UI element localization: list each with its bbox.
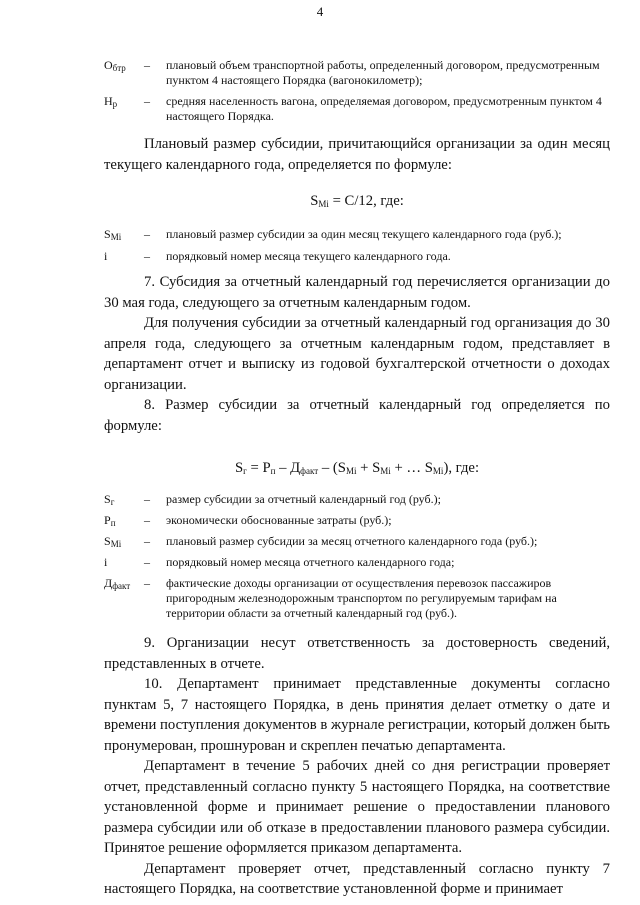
definition-symbol: S bbox=[104, 492, 111, 506]
definition-subscript: факт bbox=[112, 581, 131, 591]
definition-dash: – bbox=[144, 94, 150, 108]
definition-subscript: п bbox=[110, 518, 116, 528]
page-content bbox=[104, 58, 610, 900]
paragraph-monthly-subsidy: Плановый размер субсидии, причитающийся организации за один месяц текущего календарного года, определяется по формуле: bbox=[104, 136, 610, 173]
definitions-top bbox=[104, 58, 610, 124]
definition-dash: – bbox=[144, 534, 150, 548]
paragraph-10-review: Департамент в течение 5 рабочих дней со дня регистрации проверяет отчет, представленный согласно пункту 5 настоящего Порядка, на соответствие установленной форме и принимает решение о предоставлении планового размера субсидии или об отказе в предоставлении планового размера субсидии. Принятое решение оформляется приказом департамента. bbox=[104, 758, 610, 856]
definition-text: порядковый номер месяца текущего календарного года. bbox=[166, 249, 451, 263]
page-number: 4 bbox=[316, 4, 324, 19]
definition-item bbox=[104, 58, 610, 88]
definition-subscript: Mi bbox=[110, 539, 122, 549]
definition-item bbox=[104, 227, 610, 242]
definition-item bbox=[104, 492, 610, 507]
definition-symbol: S bbox=[104, 227, 111, 241]
definition-subscript: г bbox=[110, 497, 115, 507]
definition-dash: – bbox=[144, 513, 150, 527]
definition-text: средняя населенность вагона, определяемая договором, предусмотренным пунктом 4 настоящего Порядка. bbox=[166, 94, 602, 123]
definitions-bottom bbox=[104, 492, 610, 621]
definition-text: плановый размер субсидии за один месяц текущего календарного года (руб.); bbox=[166, 227, 562, 241]
definition-text: плановый объем транспортной работы, определенный договором, предусмотренным пунктом 4 настоящего Порядка (вагонокилометр); bbox=[166, 58, 600, 87]
definition-subscript: бтр bbox=[112, 63, 126, 73]
definition-item bbox=[104, 555, 610, 570]
definition-text: размер субсидии за отчетный календарный год (руб.); bbox=[166, 492, 441, 506]
definition-text: порядковый номер месяца отчетного календарного года; bbox=[166, 555, 455, 569]
definition-dash: – bbox=[144, 555, 150, 569]
definitions-middle bbox=[104, 227, 610, 264]
definition-item bbox=[104, 534, 610, 549]
definition-symbol: S bbox=[104, 534, 111, 548]
paragraph-9: 9. Организации несут ответственность за достоверность сведений, представленных в отчете. bbox=[104, 635, 610, 672]
definition-item bbox=[104, 576, 610, 621]
paragraph-10-annual-review: Департамент проверяет отчет, представленный согласно пункту 7 настоящего Порядка, на соответствие установленной форме и принимает bbox=[104, 860, 610, 897]
definition-dash: – bbox=[144, 227, 150, 241]
definition-symbol: i bbox=[104, 555, 108, 569]
definition-item bbox=[104, 249, 610, 264]
formula-annual: $S_г = Р_п - Д_{факт} - (S_{Mi} + S_{Mi}$ + … $S_{Mi}$), где: bbox=[234, 460, 480, 476]
paragraph-8: 8. Размер субсидии за отчетный календарный год определяется по формуле: bbox=[104, 397, 610, 434]
definition-symbol: Н bbox=[104, 94, 113, 108]
definition-dash: – bbox=[144, 492, 150, 506]
definition-item bbox=[104, 94, 610, 124]
paragraph-7: 7. Субсидия за отчетный календарный год перечисляется организации до 30 мая года, следующего за отчетным календарным годом. bbox=[104, 274, 610, 311]
definition-dash: – bbox=[144, 249, 150, 263]
paragraph-7-continued: Для получения субсидии за отчетный календарный год организация до 30 апреля года, следующего за отчетным календарным годом, представляет в департамент отчет и выписку из годовой бухгалтерской отчетности о доходах организации. bbox=[104, 315, 610, 393]
definition-text: экономически обоснованные затраты (руб.); bbox=[166, 513, 392, 527]
definition-symbol: О bbox=[104, 58, 113, 72]
formula-monthly: $S_{Mi} = С/12$, где: bbox=[310, 193, 404, 209]
definition-text: плановый размер субсидии за месяц отчетного календарного года (руб.); bbox=[166, 534, 538, 548]
paragraph-10: 10. Департамент принимает представленные документы согласно пунктам 5, 7 настоящего Порядка, в день принятия делает отметку о дате и времени поступления документов в журнале регистрации, который должен быть пронумерован, прошнурован и скреплен печатью департамента. bbox=[104, 676, 610, 754]
definition-symbol: Р bbox=[104, 513, 111, 527]
definition-subscript: Mi bbox=[110, 232, 122, 242]
definition-symbol: i bbox=[104, 249, 108, 263]
definition-item bbox=[104, 513, 610, 528]
definition-dash: – bbox=[144, 576, 150, 590]
definition-dash: – bbox=[144, 58, 150, 72]
definition-text: фактические доходы организации от осуществления перевозок пассажиров пригородным железнодорожным транспортом по регулируемым тарифам на территории области за отчетный календарный год (руб.). bbox=[166, 576, 557, 620]
definition-subscript: р bbox=[112, 99, 118, 109]
definition-symbol: Д bbox=[104, 576, 113, 590]
